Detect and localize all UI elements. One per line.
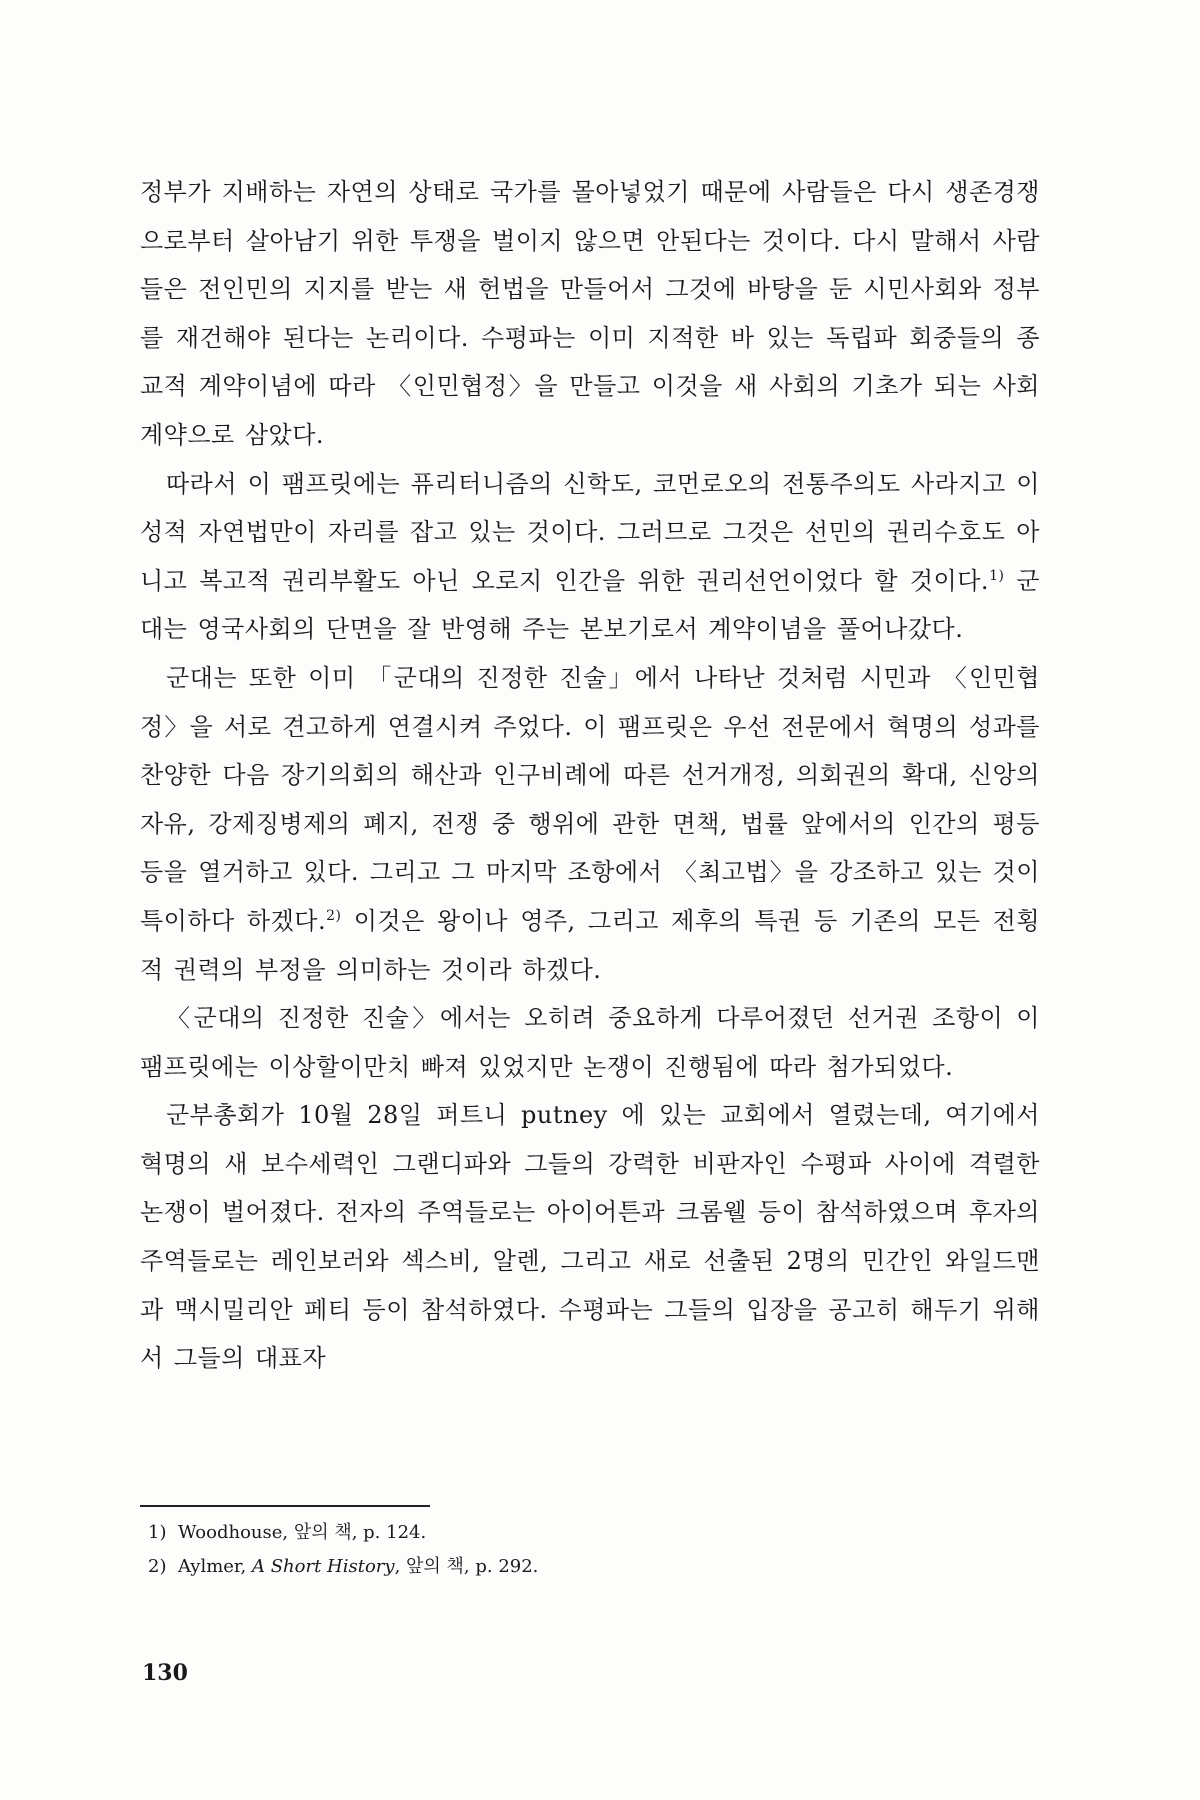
footnote-2-rest: , 앞의 책, p. 292. [394, 1556, 539, 1577]
paragraph-3 [140, 654, 1040, 994]
footnote-2 [148, 1550, 1028, 1584]
paragraph-2-text: 따라서 이 팸프릿에는 퓨리터니즘의 신학도, 코먼로오의 전통주의도 사라지고 이성적 자연법만이 자리를 잡고 있는 것이다. 그러므로 그것은 선민의 권리수호도 아니고 복고적 권리부활도 아닌 오로지 인간을 위한 권리선언이었다 할 것이다. [140, 469, 1040, 595]
footnote-2-title: A Short History [252, 1556, 395, 1577]
paragraph-2 [140, 460, 1040, 654]
paragraph-5-text: 군부총회가 10월 28일 퍼트니 putney 에 있는 교회에서 열렸는데, 여기에서 혁명의 새 보수세력인 그랜디파와 그들의 강력한 비판자인 수평파 사이에 격렬한 논쟁이 벌어졌다. 전자의 주역들로는 아이어튼과 크롬웰 등이 참석하였으며 후자의 주역들로는 레인보러와 섹스비, 알렌, 그리고 새로 선출된 2명의 민간인 와일드맨과 맥시밀리안 페티 등이 참석하였다. 수평파는 그들의 입장을 공고히 해두기 위해서 그들의 대표자 [140, 1101, 1040, 1373]
body-text [140, 168, 1040, 1383]
footnote-divider [140, 1505, 430, 1507]
paragraph-1 [140, 168, 1040, 460]
footnote-ref-2: 2) [326, 907, 342, 924]
paragraph-2-tail: 군대는 영국사회의 단면을 잘 반영해 주는 본보기로서 계약이념을 풀어나갔다. [140, 566, 1040, 644]
paragraph-3-tail: 이것은 왕이나 영주, 그리고 제후의 특권 등 기존의 모든 전횡적 권력의 부정을 의미하는 것이라 하겠다. [140, 906, 1040, 984]
footnote-ref-1: 1) [989, 567, 1005, 584]
page-number: 130 [142, 1660, 188, 1686]
paragraph-4-text: 〈군대의 진정한 진술〉에서는 오히려 중요하게 다루어졌던 선거권 조항이 이 팸프릿에는 이상할이만치 빠져 있었지만 논쟁이 진행됨에 따라 첨가되었다. [140, 1004, 1040, 1081]
paragraph-5 [140, 1091, 1040, 1383]
paragraph-3-text: 군대는 또한 이미 「군대의 진정한 진술」에서 나타난 것처럼 시민과 〈인민협정〉을 서로 견고하게 연결시켜 주었다. 이 팸프릿은 우선 전문에서 혁명의 성과를 찬양한 다음 장기의회의 해산과 인구비례에 따른 선거개정, 의회권의 확대, 신앙의 자유, 강제징병제의 폐지, 전쟁 중 행위에 관한 면책, 법률 앞에서의 인간의 평등 등을 열거하고 있다. 그리고 그 마지막 조항에서 〈최고법〉을 강조하고 있는 것이 특이하다 하겠다. [140, 663, 1040, 935]
footnote-1-text: Woodhouse, 앞의 책, p. 124. [178, 1522, 427, 1543]
footnote-1-number: 1) [148, 1522, 167, 1543]
footnote-2-number: 2) [148, 1556, 167, 1577]
footnote-2-author: Aylmer, [178, 1556, 252, 1577]
footnote-1 [148, 1516, 1028, 1550]
paragraph-1-text: 정부가 지배하는 자연의 상태로 국가를 몰아넣었기 때문에 사람들은 다시 생존경쟁으로부터 살아남기 위한 투쟁을 벌이지 않으면 안된다는 것이다. 다시 말해서 사람들은 전인민의 지지를 받는 새 헌법을 만들어서 그것에 바탕을 둔 시민사회와 정부를 재건해야 된다는 논리이다. 수평파는 이미 지적한 바 있는 독립파 회중들의 종교적 계약이념에 따라 〈인민협정〉을 만들고 이것을 새 사회의 기초가 되는 사회계약으로 삼았다. [140, 178, 1040, 449]
footnotes [148, 1516, 1028, 1584]
paragraph-4 [140, 994, 1040, 1091]
